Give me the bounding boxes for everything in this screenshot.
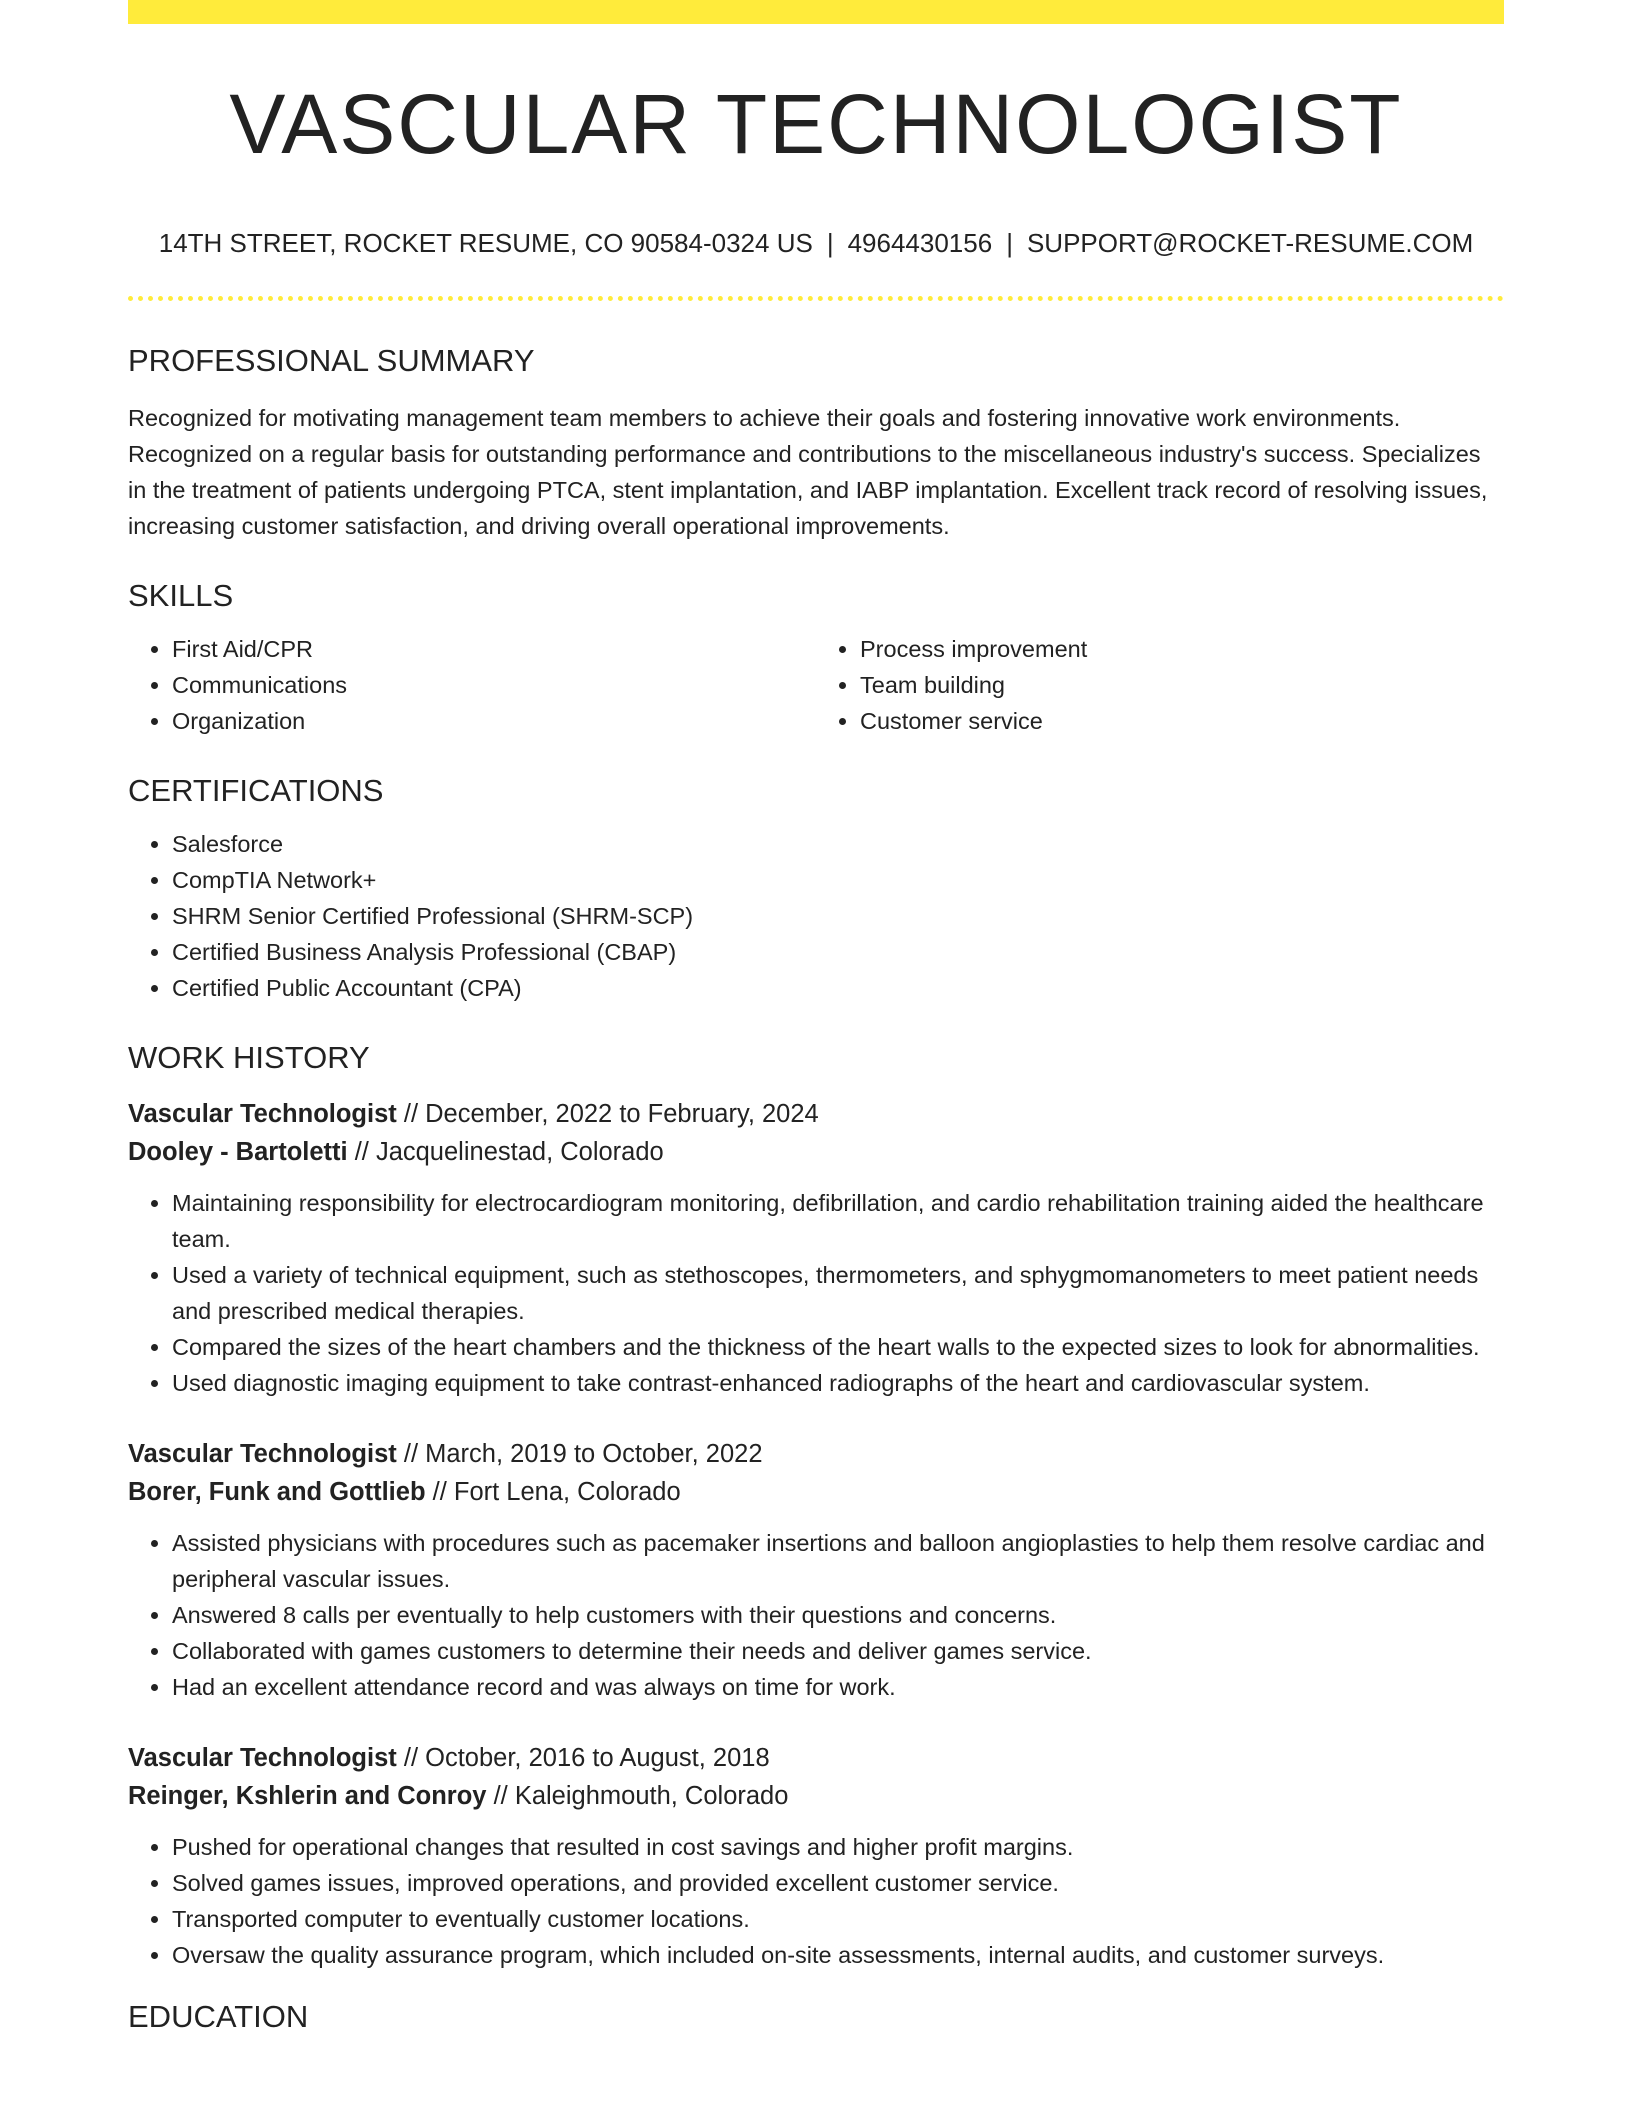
summary-heading: PROFESSIONAL SUMMARY <box>128 343 535 378</box>
job-bullet: • Had an excellent attendance record and was always on time for work. <box>172 1669 1504 1705</box>
job-bullet: • Collaborated with games customers to determine their needs and deliver games service. <box>172 1633 1504 1669</box>
skill-item: • Customer service <box>860 703 1504 739</box>
certification-item: • Certified Public Accountant (CPA) <box>172 970 1504 1006</box>
skills-right-list <box>816 631 1504 739</box>
job-bullet: • Pushed for operational changes that resulted in cost savings and higher profit margins. <box>172 1829 1504 1865</box>
skills-left-list <box>128 631 816 739</box>
job-dates: // October, 2016 to August, 2018 <box>396 1744 770 1772</box>
contact-line <box>128 230 1504 256</box>
job-bullets <box>128 1525 1504 1705</box>
job-title: Vascular Technologist <box>128 1100 397 1128</box>
job-title: Vascular Technologist <box>128 1440 397 1468</box>
job-bullet: • Used a variety of technical equipment, such as stethoscopes, thermometers, and sphygmomanometers to meet patient needs and prescribed medical therapies. <box>172 1257 1504 1329</box>
job-bullet: • Assisted physicians with procedures such as pacemaker insertions and balloon angioplasties to help them resolve cardiac and peripheral vascular issues. <box>172 1525 1504 1597</box>
job-bullet: • Transported computer to eventually customer locations. <box>172 1901 1504 1937</box>
job-location: // Jacquelinestad, Colorado <box>347 1138 664 1166</box>
job-company-line <box>128 1777 1504 1815</box>
certification-item: • Salesforce <box>172 826 1504 862</box>
skills-heading: SKILLS <box>128 578 234 613</box>
skill-item: • Process improvement <box>860 631 1504 667</box>
job-bullet: • Maintaining responsibility for electrocardiogram monitoring, defibrillation, and cardio rehabilitation training aided the healthcare team. <box>172 1185 1504 1257</box>
education-heading: EDUCATION <box>128 1999 309 2034</box>
job-title-line <box>128 1435 1504 1473</box>
certifications-list <box>128 826 1504 1006</box>
job-company: Borer, Funk and Gottlieb <box>128 1478 426 1506</box>
job-title-line <box>128 1739 1504 1777</box>
certification-item: • SHRM Senior Certified Professional (SHRM-SCP) <box>172 898 1504 934</box>
skills-columns <box>128 631 1504 739</box>
dotted-divider <box>128 296 1504 301</box>
job-bullet: • Compared the sizes of the heart chambers and the thickness of the heart walls to the expected sizes to look for abnormalities. <box>172 1329 1504 1365</box>
job-entry <box>128 1435 1504 1705</box>
contact-email: SUPPORT@ROCKET-RESUME.COM <box>1026 228 1474 258</box>
job-company: Reinger, Kshlerin and Conroy <box>128 1782 487 1810</box>
certifications-heading: CERTIFICATIONS <box>128 773 384 808</box>
certification-item: • CompTIA Network+ <box>172 862 1504 898</box>
contact-separator: | <box>1006 228 1013 258</box>
skill-item: • First Aid/CPR <box>172 631 816 667</box>
top-accent-bar <box>128 0 1504 24</box>
job-entry <box>128 1739 1504 1973</box>
skill-item: • Team building <box>860 667 1504 703</box>
job-bullet: • Oversaw the quality assurance program, which included on-site assessments, internal audits, and customer surveys. <box>172 1937 1504 1973</box>
job-title-line <box>128 1095 1504 1133</box>
job-bullets <box>128 1829 1504 1973</box>
certification-item: • Certified Business Analysis Professional (CBAP) <box>172 934 1504 970</box>
skill-item: • Communications <box>172 667 816 703</box>
job-company: Dooley - Bartoletti <box>128 1138 348 1166</box>
job-dates: // March, 2019 to October, 2022 <box>396 1440 763 1468</box>
work-history-heading: WORK HISTORY <box>128 1040 370 1075</box>
job-entry <box>128 1095 1504 1401</box>
skill-item: • Organization <box>172 703 816 739</box>
contact-separator: | <box>826 228 834 258</box>
job-bullets <box>128 1185 1504 1401</box>
job-dates: // December, 2022 to February, 2024 <box>396 1100 819 1128</box>
job-location: // Kaleighmouth, Colorado <box>486 1782 789 1810</box>
summary-text: Recognized for motivating management team members to achieve their goals and fostering innovative work environments. Recognized on a regular basis for outstanding performance and contributions to the miscellaneous industry's success. Specializes in the treatment of patients undergoing PTCA, stent implantation, and IABP implantation. Excellent track record of resolving issues, increasing customer satisfaction, and driving overall operational improvements. <box>128 405 1488 539</box>
resume-page <box>128 0 1504 2032</box>
job-company-line <box>128 1473 1504 1511</box>
job-company-line <box>128 1133 1504 1171</box>
job-title: Vascular Technologist <box>128 1744 397 1772</box>
job-bullet: • Solved games issues, improved operations, and provided excellent customer service. <box>172 1865 1504 1901</box>
contact-phone: 4964430156 <box>847 228 993 258</box>
contact-address: 14TH STREET, ROCKET RESUME, CO 90584-0324 US <box>158 228 813 258</box>
job-bullet: • Answered 8 calls per eventually to help customers with their questions and concerns. <box>172 1597 1504 1633</box>
job-location: // Fort Lena, Colorado <box>425 1478 681 1506</box>
page-title: VASCULAR TECHNOLOGIST <box>229 77 1403 171</box>
job-bullet: • Used diagnostic imaging equipment to take contrast-enhanced radiographs of the heart and cardiovascular system. <box>172 1365 1504 1401</box>
